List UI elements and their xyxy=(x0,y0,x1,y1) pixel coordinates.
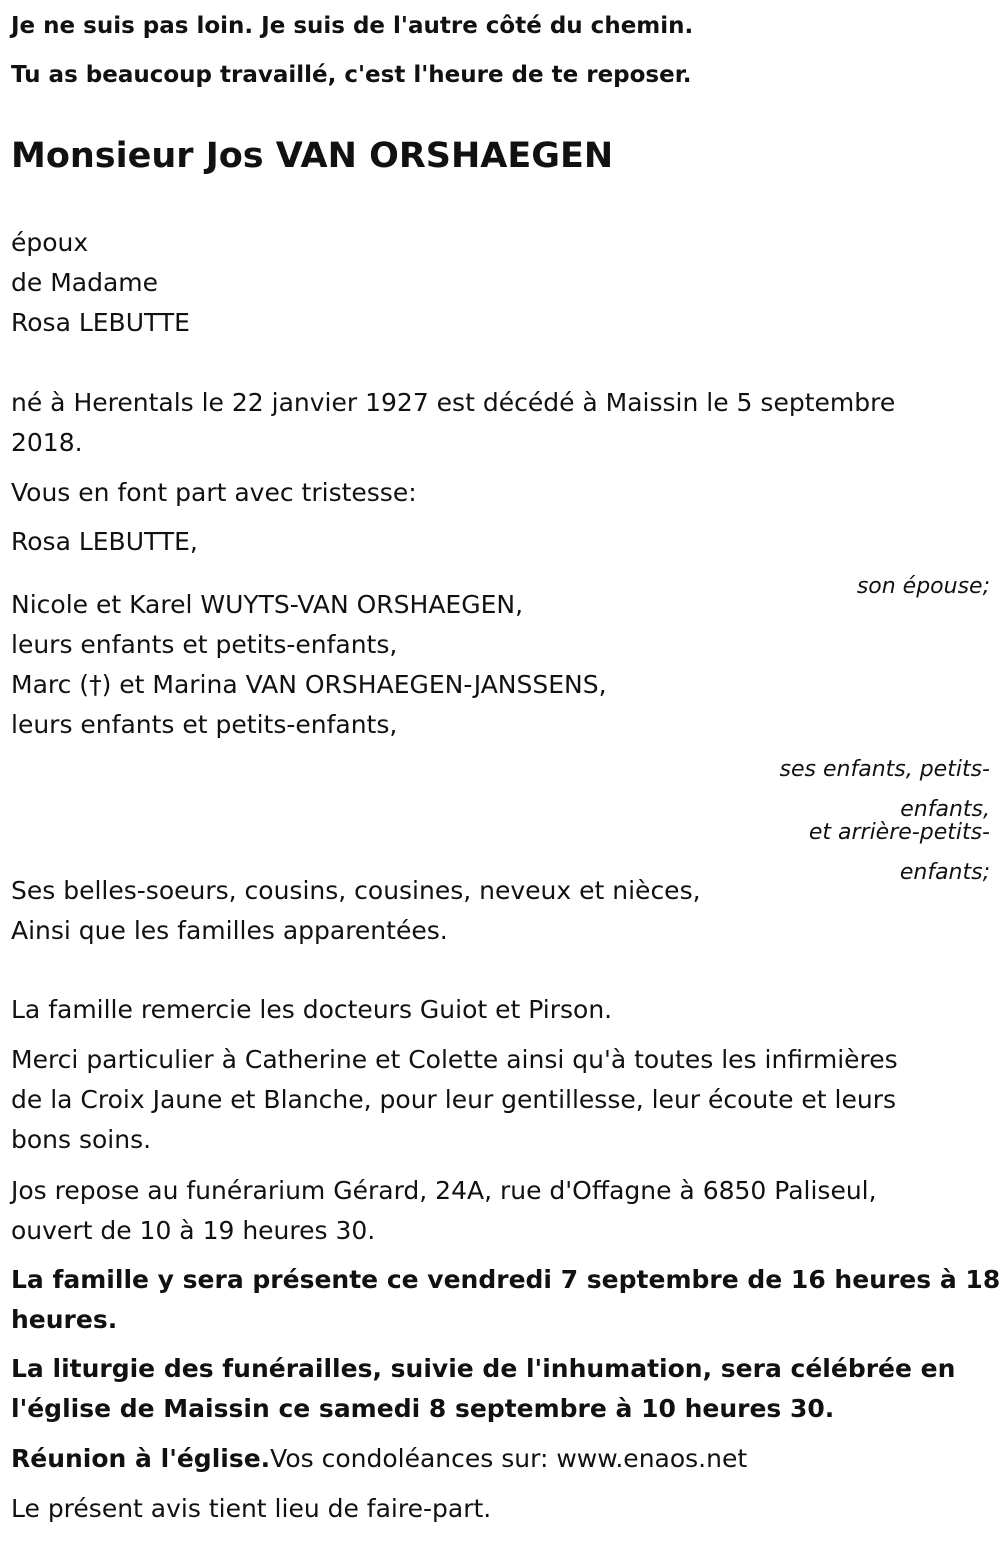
children-role-line: et arrière-petits- xyxy=(808,820,990,845)
rest-line: ouvert de 10 à 19 heures 30. xyxy=(11,1216,376,1245)
children-block xyxy=(11,585,607,745)
family-present-line: La famille y sera présente ce vendredi 7 septembre de 16 heures à 18 xyxy=(11,1265,1000,1294)
children-line: leurs enfants et petits-enfants, xyxy=(11,630,398,659)
spouse-line: Rosa LEBUTTE xyxy=(11,308,190,337)
birth-death-block xyxy=(11,383,895,463)
relatives-line: Ainsi que les familles apparentées. xyxy=(11,916,448,945)
wife-name: Rosa LEBUTTE, xyxy=(11,527,198,556)
quote-line: Je ne suis pas loin. Je suis de l'autre côté du chemin. xyxy=(11,13,694,39)
thanks-nurses-line: de la Croix Jaune et Blanche, pour leur gentillesse, leur écoute et leurs xyxy=(11,1085,897,1114)
thanks-nurses-line: bons soins. xyxy=(11,1125,152,1154)
rest-line: Jos repose au funérarium Gérard, 24A, rue d'Offagne à 6850 Paliseul, xyxy=(11,1176,877,1205)
birth-death-line: 2018. xyxy=(11,428,83,457)
closing-line: Le présent avis tient lieu de faire-part. xyxy=(11,1494,492,1523)
children-role-line: enfants; xyxy=(899,860,990,885)
rest-block xyxy=(11,1171,877,1251)
announcement: Vous en font part avec tristesse: xyxy=(11,478,417,507)
children-line: Marc (†) et Marina VAN ORSHAEGEN-JANSSENS, xyxy=(11,670,607,699)
condolences-text: Vos condoléances sur: www.enaos.net xyxy=(270,1444,748,1473)
spouse-line: époux xyxy=(11,228,89,257)
wife-role: son épouse; xyxy=(856,574,990,599)
liturgy-block xyxy=(11,1349,955,1429)
children-role-line: ses enfants, petits- xyxy=(779,757,990,782)
relatives-block xyxy=(11,871,701,951)
thanks-nurses-line: Merci particulier à Catherine et Colette ainsi qu'à toutes les infirmières xyxy=(11,1045,898,1074)
quote-line: Tu as beaucoup travaillé, c'est l'heure de te reposer. xyxy=(11,62,692,88)
deceased-name: Monsieur Jos VAN ORSHAEGEN xyxy=(11,136,614,176)
liturgy-line: l'église de Maissin ce samedi 8 septembre à 10 heures 30. xyxy=(11,1394,835,1423)
thanks-doctors: La famille remercie les docteurs Guiot et Pirson. xyxy=(11,995,613,1024)
meeting-place: Réunion à l'église. xyxy=(11,1444,271,1473)
meeting-line xyxy=(11,1439,747,1479)
relatives-line: Ses belles-soeurs, cousins, cousines, neveux et nièces, xyxy=(11,876,701,905)
children-role-line: enfants, xyxy=(900,797,990,822)
spouse-line: de Madame xyxy=(11,268,159,297)
birth-death-line: né à Herentals le 22 janvier 1927 est décédé à Maissin le 5 septembre xyxy=(11,388,896,417)
thanks-nurses-block xyxy=(11,1040,898,1160)
quote-block xyxy=(11,2,693,100)
family-present-block xyxy=(11,1260,1000,1340)
family-present-line: heures. xyxy=(11,1305,118,1334)
children-line: Nicole et Karel WUYTS-VAN ORSHAEGEN, xyxy=(11,590,524,619)
children-line: leurs enfants et petits-enfants, xyxy=(11,710,398,739)
spouse-block xyxy=(11,223,190,343)
liturgy-line: La liturgie des funérailles, suivie de l'inhumation, sera célébrée en xyxy=(11,1354,956,1383)
